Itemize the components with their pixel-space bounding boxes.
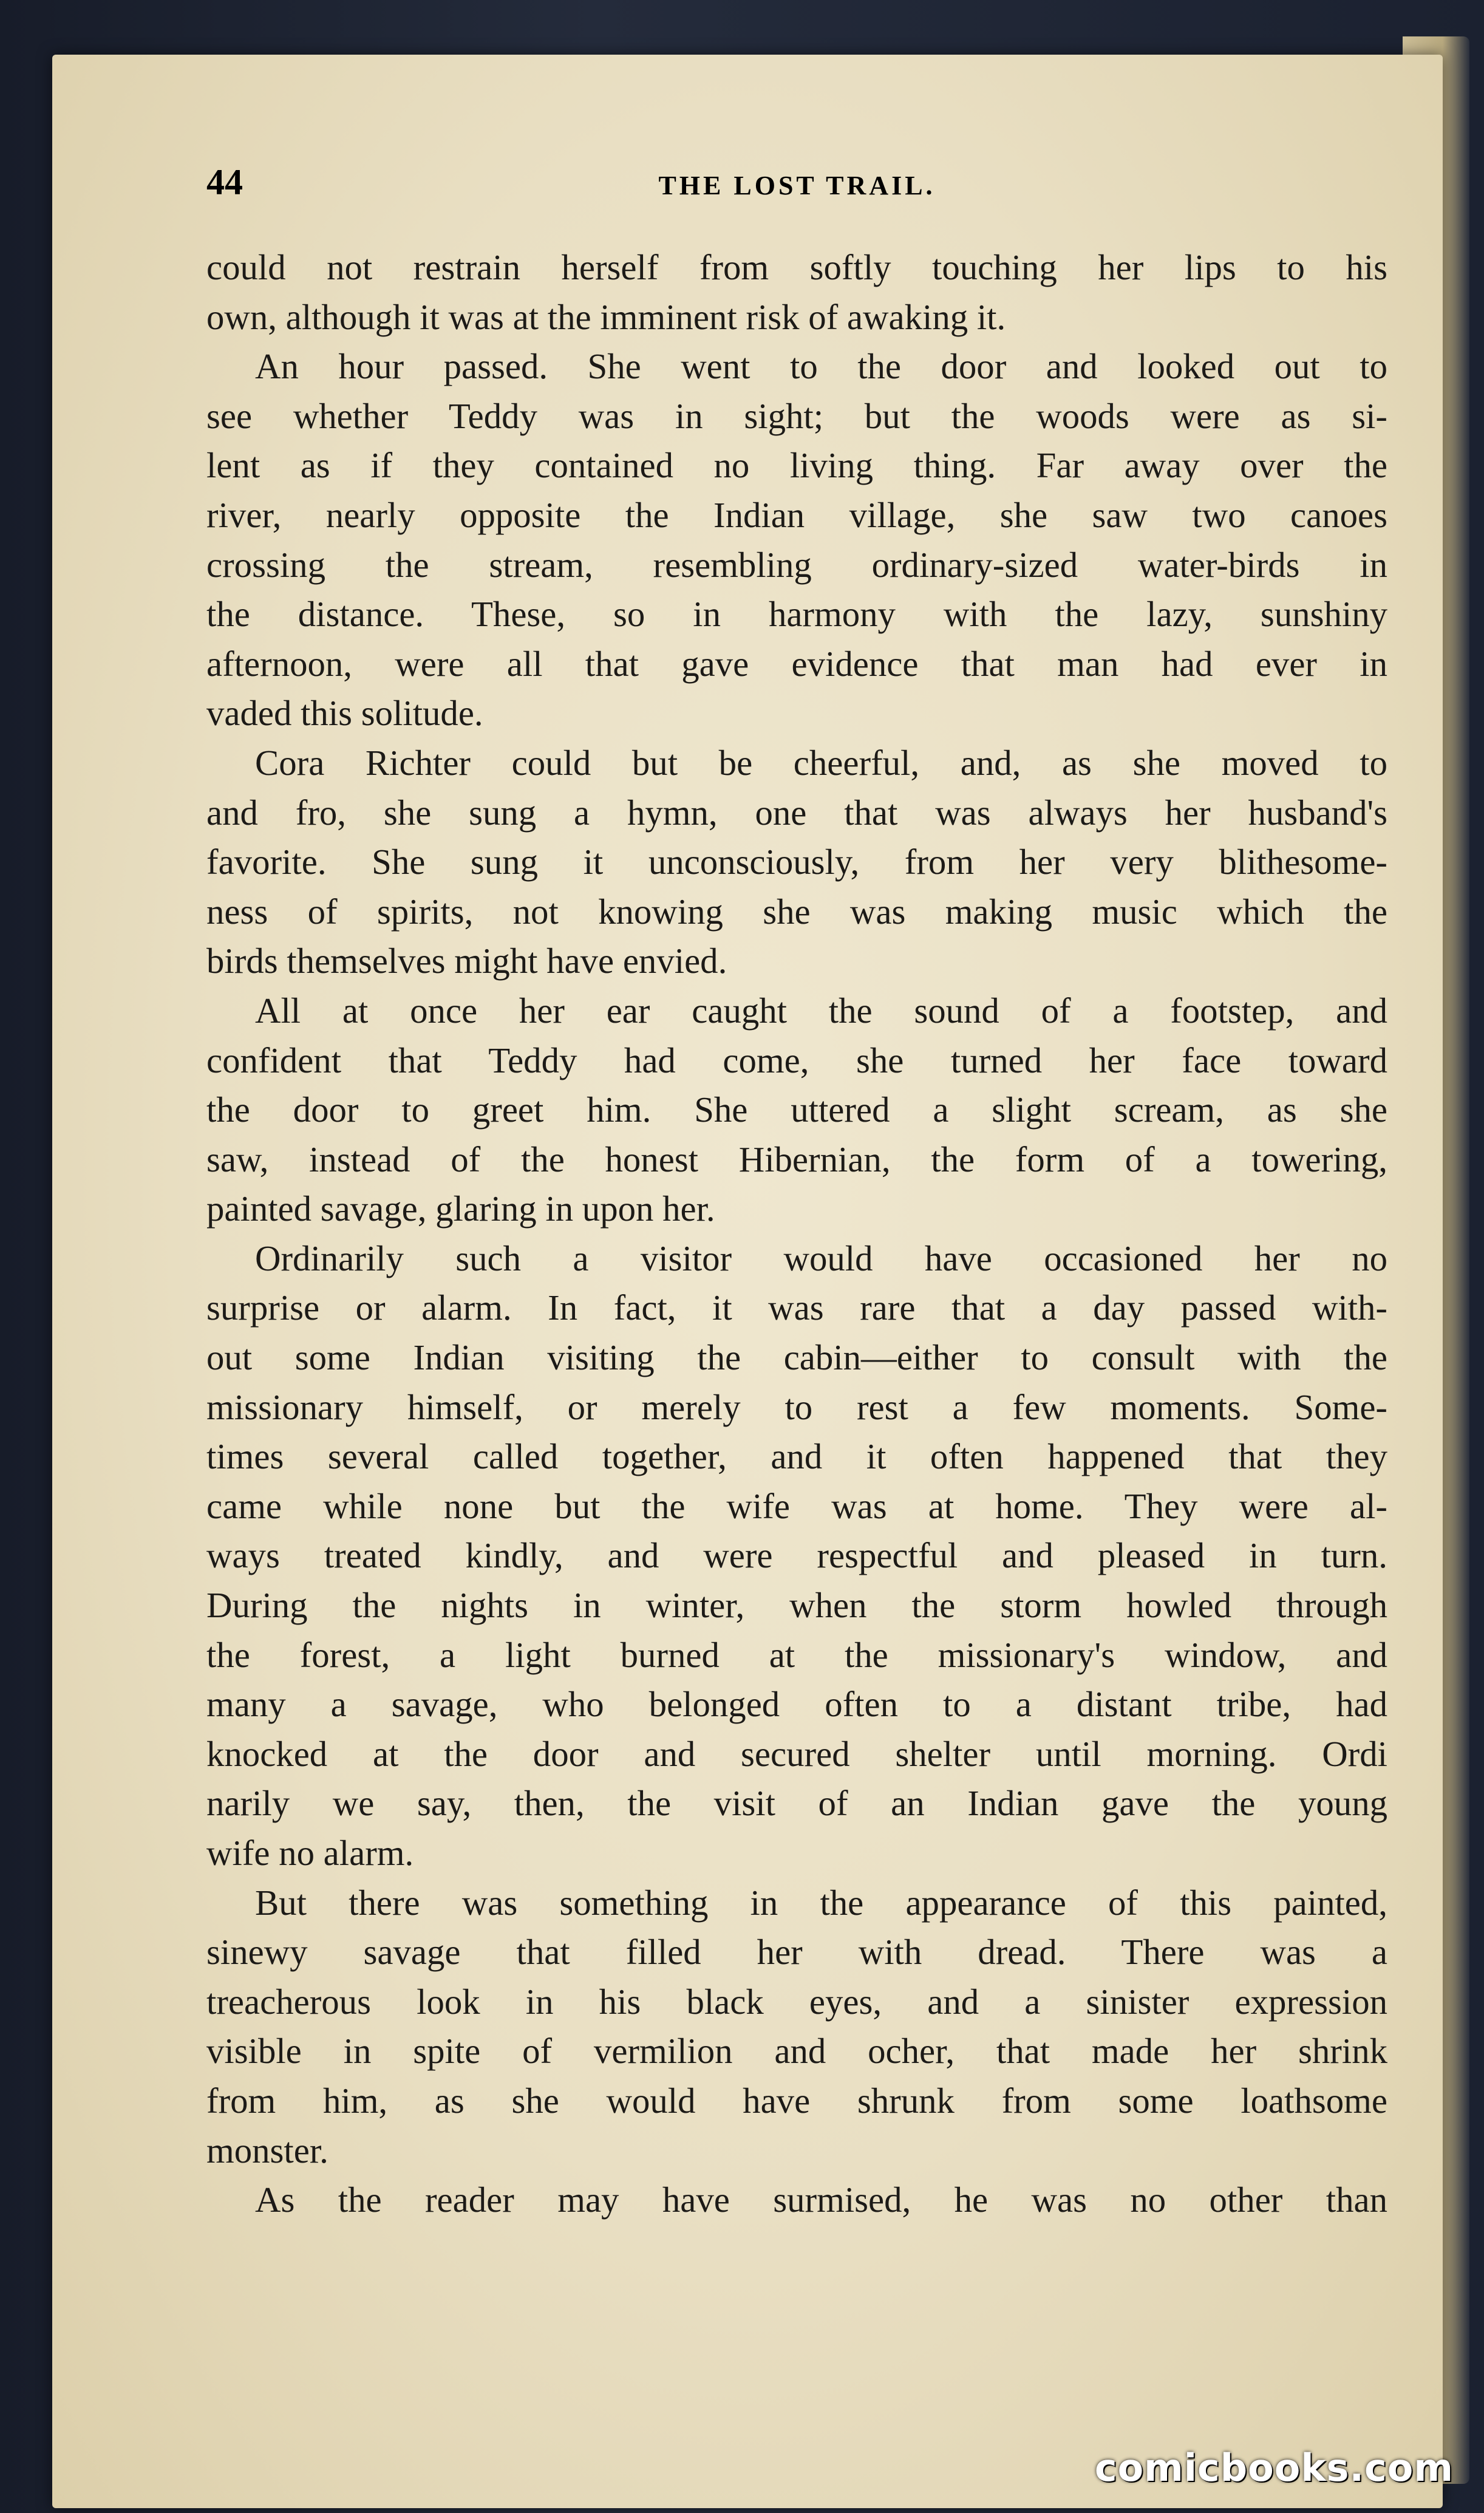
text-line: lent as if they contained no living thing. Far away over the [206, 446, 1387, 486]
text-line: Cora Richter could but be cheerful, and, as she moved to [255, 743, 1387, 783]
text-line: ways treated kindly, and were respectful and pleased in turn. [206, 1536, 1387, 1576]
text-line: afternoon, were all that gave evidence that man had ever in [206, 644, 1387, 684]
text-line: from him, as she would have shrunk from some loathsome [206, 2081, 1387, 2121]
text-line: Ordinarily such a visitor would have occasioned her no [255, 1238, 1387, 1278]
text-line: confident that Teddy had come, she turned her face toward [206, 1040, 1387, 1080]
text-line: times several called together, and it often happened that they [206, 1437, 1387, 1477]
text-line: see whether Teddy was in sight; but the woods were as si- [206, 396, 1387, 436]
text-line: out some Indian visiting the cabin—either to consult with the [206, 1338, 1387, 1378]
text-line: the distance. These, so in harmony with the lazy, sunshiny [206, 595, 1387, 635]
text-line: birds themselves might have envied. [206, 941, 727, 981]
body-text [206, 243, 1387, 2225]
text-line: monster. [206, 2130, 328, 2170]
text-line: the forest, a light burned at the missionary's window, and [206, 1635, 1387, 1675]
page-number: 44 [206, 162, 243, 202]
watermark: comicbooks.com [1094, 2446, 1454, 2490]
text-line: saw, instead of the honest Hibernian, the form of a towering, [206, 1139, 1387, 1179]
text-line: favorite. She sung it unconsciously, from her very blithesome- [206, 842, 1387, 882]
text-line: could not restrain herself from softly touching her lips to his [206, 248, 1387, 287]
text-line: An hour passed. She went to the door and looked out to [255, 347, 1387, 387]
text-line: wife no alarm. [206, 1833, 414, 1873]
text-line: the door to greet him. She uttered a slight scream, as she [206, 1090, 1387, 1130]
text-line: narily we say, then, the visit of an Indian gave the young [206, 1784, 1387, 1824]
text-line: ness of spirits, not knowing she was making music which the [206, 892, 1387, 932]
text-line: All at once her ear caught the sound of a footstep, and [255, 991, 1387, 1031]
text-line: missionary himself, or merely to rest a few moments. Some- [206, 1387, 1387, 1427]
text-line: surprise or alarm. In fact, it was rare that a day passed with- [206, 1288, 1387, 1328]
text-line: river, nearly opposite the Indian village, she saw two canoes [206, 495, 1387, 535]
text-line: own, although it was at the imminent risk of awaking it. [206, 297, 1006, 337]
text-line: painted savage, glaring in upon her. [206, 1189, 715, 1229]
text-line: sinewy savage that filled her with dread. There was a [206, 1932, 1387, 1973]
text-line: During the nights in winter, when the storm howled through [206, 1586, 1387, 1626]
text-line: treacherous look in his black eyes, and a sinister expression [206, 1982, 1387, 2022]
text-line: many a savage, who belonged often to a distant tribe, had [206, 1685, 1387, 1725]
running-head [206, 158, 1387, 206]
text-line: As the reader may have surmised, he was no other than [255, 2180, 1387, 2220]
text-line: vaded this solitude. [206, 694, 483, 734]
text-line: But there was something in the appearance of this painted, [255, 1883, 1387, 1923]
text-line: knocked at the door and secured shelter until morning. Ordi [206, 1734, 1387, 1774]
running-title: THE LOST TRAIL. [658, 171, 936, 200]
text-line: and fro, she sung a hymn, one that was always her husband's [206, 793, 1387, 833]
text-line: visible in spite of vermilion and ocher, that made her shrink [206, 2031, 1387, 2071]
text-line: came while none but the wife was at home. They were al- [206, 1486, 1387, 1526]
text-line: crossing the stream, resembling ordinary-sized water-birds in [206, 545, 1387, 585]
